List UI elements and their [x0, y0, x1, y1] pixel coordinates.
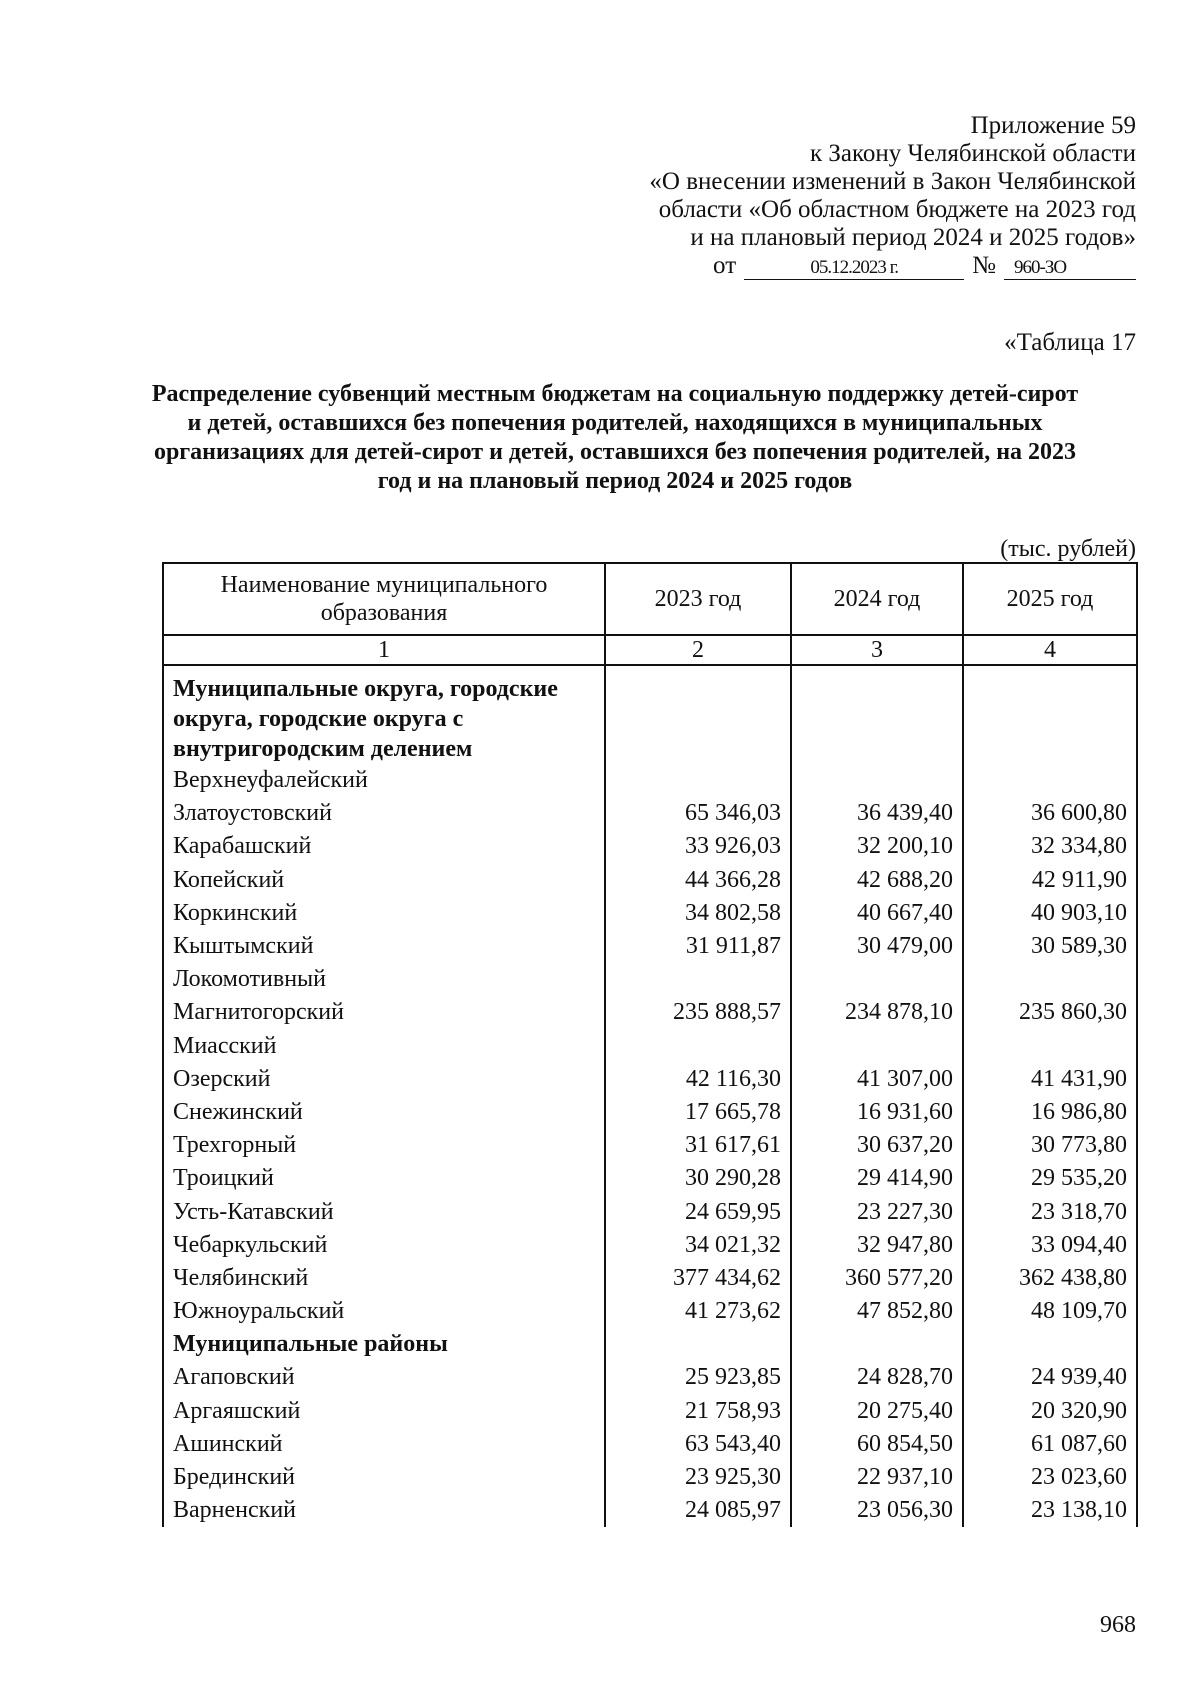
value-2023: 63 543,40: [605, 1428, 791, 1461]
value-2023: [605, 1030, 791, 1063]
value-2024: 40 667,40: [791, 897, 963, 930]
value-2024: [791, 963, 963, 996]
municipality-name: Локомотивный: [163, 963, 605, 996]
value-2023: 65 346,03: [605, 797, 791, 830]
value-2024: 29 414,90: [791, 1162, 963, 1195]
municipality-name: Магнитогорский: [163, 996, 605, 1029]
municipality-name: Брединский: [163, 1461, 605, 1494]
value-2024: 24 828,70: [791, 1361, 963, 1394]
page-number: 968: [1100, 1612, 1136, 1638]
appendix-line: и на плановый период 2024 и 2025 годов»: [690, 224, 1136, 251]
municipality-name: Варненский: [163, 1494, 605, 1527]
header-name: Наименование муниципального образования: [163, 563, 605, 635]
value-2024: [791, 764, 963, 797]
from-label: от: [713, 252, 737, 279]
value-2025: [963, 665, 1137, 764]
value-2023: 41 273,62: [605, 1295, 791, 1328]
municipality-name: Челябинский: [163, 1262, 605, 1295]
table-header-row: [163, 563, 1137, 635]
table-row: [163, 1295, 1137, 1328]
municipality-name: Ашинский: [163, 1428, 605, 1461]
value-2024: 16 931,60: [791, 1096, 963, 1129]
value-2023: 30 290,28: [605, 1162, 791, 1195]
value-2025: 30 589,30: [963, 930, 1137, 963]
law-date-number: [649, 252, 1136, 280]
value-2024: 234 878,10: [791, 996, 963, 1029]
table-row: [163, 1129, 1137, 1162]
table-body: [163, 665, 1137, 1527]
header-2024: 2024 год: [791, 563, 963, 635]
value-2025: 33 094,40: [963, 1229, 1137, 1262]
table-row: [163, 897, 1137, 930]
table-container: [162, 562, 1136, 1562]
value-2025: 23 138,10: [963, 1494, 1137, 1527]
table-row: [163, 1328, 1137, 1361]
value-2023: 24 085,97: [605, 1494, 791, 1527]
value-2025: 40 903,10: [963, 897, 1137, 930]
law-date: 05.12.2023 г.: [744, 257, 964, 280]
value-2024: 22 937,10: [791, 1461, 963, 1494]
value-2025: 41 431,90: [963, 1063, 1137, 1096]
value-2024: 30 637,20: [791, 1129, 963, 1162]
table-label: «Таблица 17: [1004, 329, 1136, 356]
value-2024: 60 854,50: [791, 1428, 963, 1461]
appendix-line: Приложение 59: [970, 112, 1136, 139]
value-2025: 23 023,60: [963, 1461, 1137, 1494]
municipality-name: Муниципальные районы: [163, 1328, 605, 1361]
value-2024: 20 275,40: [791, 1395, 963, 1428]
value-2025: 42 911,90: [963, 864, 1137, 897]
value-2024: 47 852,80: [791, 1295, 963, 1328]
table-row: [163, 996, 1137, 1029]
value-2024: 23 227,30: [791, 1195, 963, 1228]
value-2023: 21 758,93: [605, 1395, 791, 1428]
column-number: 3: [791, 635, 963, 665]
value-2023: 377 434,62: [605, 1262, 791, 1295]
value-2025: 48 109,70: [963, 1295, 1137, 1328]
appendix-header: [649, 112, 1136, 280]
value-2025: 16 986,80: [963, 1096, 1137, 1129]
value-2025: 30 773,80: [963, 1129, 1137, 1162]
value-2023: 44 366,28: [605, 864, 791, 897]
table-row: [163, 665, 1137, 764]
municipality-name: Агаповский: [163, 1361, 605, 1394]
value-2023: 33 926,03: [605, 830, 791, 863]
column-number: 4: [963, 635, 1137, 665]
table-row: [163, 830, 1137, 863]
value-2024: 23 056,30: [791, 1494, 963, 1527]
value-2025: 20 320,90: [963, 1395, 1137, 1428]
column-number: 2: [605, 635, 791, 665]
table-row: [163, 764, 1137, 797]
table-row: [163, 1096, 1137, 1129]
municipality-name: Южноуральский: [163, 1295, 605, 1328]
value-2025: [963, 963, 1137, 996]
value-2023: [605, 764, 791, 797]
header-2025: 2025 год: [963, 563, 1137, 635]
value-2025: 362 438,80: [963, 1262, 1137, 1295]
value-2025: 32 334,80: [963, 830, 1137, 863]
value-2024: 32 947,80: [791, 1229, 963, 1262]
value-2024: 30 479,00: [791, 930, 963, 963]
table-row: [163, 1494, 1137, 1527]
municipality-name: Верхнеуфалейский: [163, 764, 605, 797]
table-row: [163, 1162, 1137, 1195]
value-2023: 25 923,85: [605, 1361, 791, 1394]
table-row: [163, 797, 1137, 830]
municipality-name: Троицкий: [163, 1162, 605, 1195]
table-row: [163, 963, 1137, 996]
municipality-name: Копейский: [163, 864, 605, 897]
value-2024: [791, 1030, 963, 1063]
municipality-name: Озерский: [163, 1063, 605, 1096]
value-2025: [963, 1328, 1137, 1361]
value-2025: 23 318,70: [963, 1195, 1137, 1228]
value-2023: 17 665,78: [605, 1096, 791, 1129]
municipality-name: Златоустовский: [163, 797, 605, 830]
table-row: [163, 1262, 1137, 1295]
value-2025: 61 087,60: [963, 1428, 1137, 1461]
value-2024: 32 200,10: [791, 830, 963, 863]
table-row: [163, 1195, 1137, 1228]
table-row: [163, 1063, 1137, 1096]
value-2023: [605, 963, 791, 996]
value-2023: 24 659,95: [605, 1195, 791, 1228]
value-2025: 29 535,20: [963, 1162, 1137, 1195]
header-2023: 2023 год: [605, 563, 791, 635]
value-2024: [791, 665, 963, 764]
appendix-line: области «Об областном бюджете на 2023 год: [658, 196, 1136, 223]
value-2024: [791, 1328, 963, 1361]
table-row: [163, 1395, 1137, 1428]
value-2024: 42 688,20: [791, 864, 963, 897]
value-2023: 42 116,30: [605, 1063, 791, 1096]
municipality-name: Миасский: [163, 1030, 605, 1063]
value-2023: 23 925,30: [605, 1461, 791, 1494]
table-row: [163, 1361, 1137, 1394]
column-number: 1: [163, 635, 605, 665]
municipality-name: Чебаркульский: [163, 1229, 605, 1262]
table-row: [163, 1461, 1137, 1494]
municipality-name: Коркинский: [163, 897, 605, 930]
column-number-row: [163, 635, 1137, 665]
table-row: [163, 930, 1137, 963]
municipality-name: Трехгорный: [163, 1129, 605, 1162]
value-2023: 31 911,87: [605, 930, 791, 963]
table-row: [163, 864, 1137, 897]
value-2025: [963, 1030, 1137, 1063]
value-2025: [963, 764, 1137, 797]
municipality-name: Муниципальные округа, городские округа, городские округа с внутригородским делением: [163, 665, 605, 764]
appendix-line: «О внесении изменений в Закон Челябинской: [649, 168, 1136, 195]
municipality-name: Кыштымский: [163, 930, 605, 963]
law-number: 960-ЗО: [1004, 257, 1136, 280]
value-2024: 36 439,40: [791, 797, 963, 830]
value-2025: 235 860,30: [963, 996, 1137, 1029]
municipality-name: Усть-Катавский: [163, 1195, 605, 1228]
municipality-name: Карабашский: [163, 830, 605, 863]
value-2023: 235 888,57: [605, 996, 791, 1029]
value-2025: 36 600,80: [963, 797, 1137, 830]
appendix-line: к Закону Челябинской области: [810, 140, 1136, 167]
value-2023: [605, 665, 791, 764]
document-title: Распределение субвенций местным бюджетам на социальную поддержку детей-сирот и детей, оставшихся без попечения родителей, находящихся в муниципальных организациях для детей-сирот и детей, оставшихся без попечения родителей, на 2023 год и на плановый период 2024 и 2025 годов: [151, 381, 1079, 494]
municipality-name: Аргаяшский: [163, 1395, 605, 1428]
value-2023: 31 617,61: [605, 1129, 791, 1162]
unit-label: (тыс. рублей): [1000, 536, 1136, 562]
value-2023: 34 802,58: [605, 897, 791, 930]
table-row: [163, 1229, 1137, 1262]
number-label: №: [972, 252, 996, 279]
value-2023: [605, 1328, 791, 1361]
municipality-name: Снежинский: [163, 1096, 605, 1129]
value-2024: 41 307,00: [791, 1063, 963, 1096]
value-2023: 34 021,32: [605, 1229, 791, 1262]
table-row: [163, 1030, 1137, 1063]
value-2025: 24 939,40: [963, 1361, 1137, 1394]
subsidy-table: [162, 562, 1138, 1527]
table-row: [163, 1428, 1137, 1461]
value-2024: 360 577,20: [791, 1262, 963, 1295]
